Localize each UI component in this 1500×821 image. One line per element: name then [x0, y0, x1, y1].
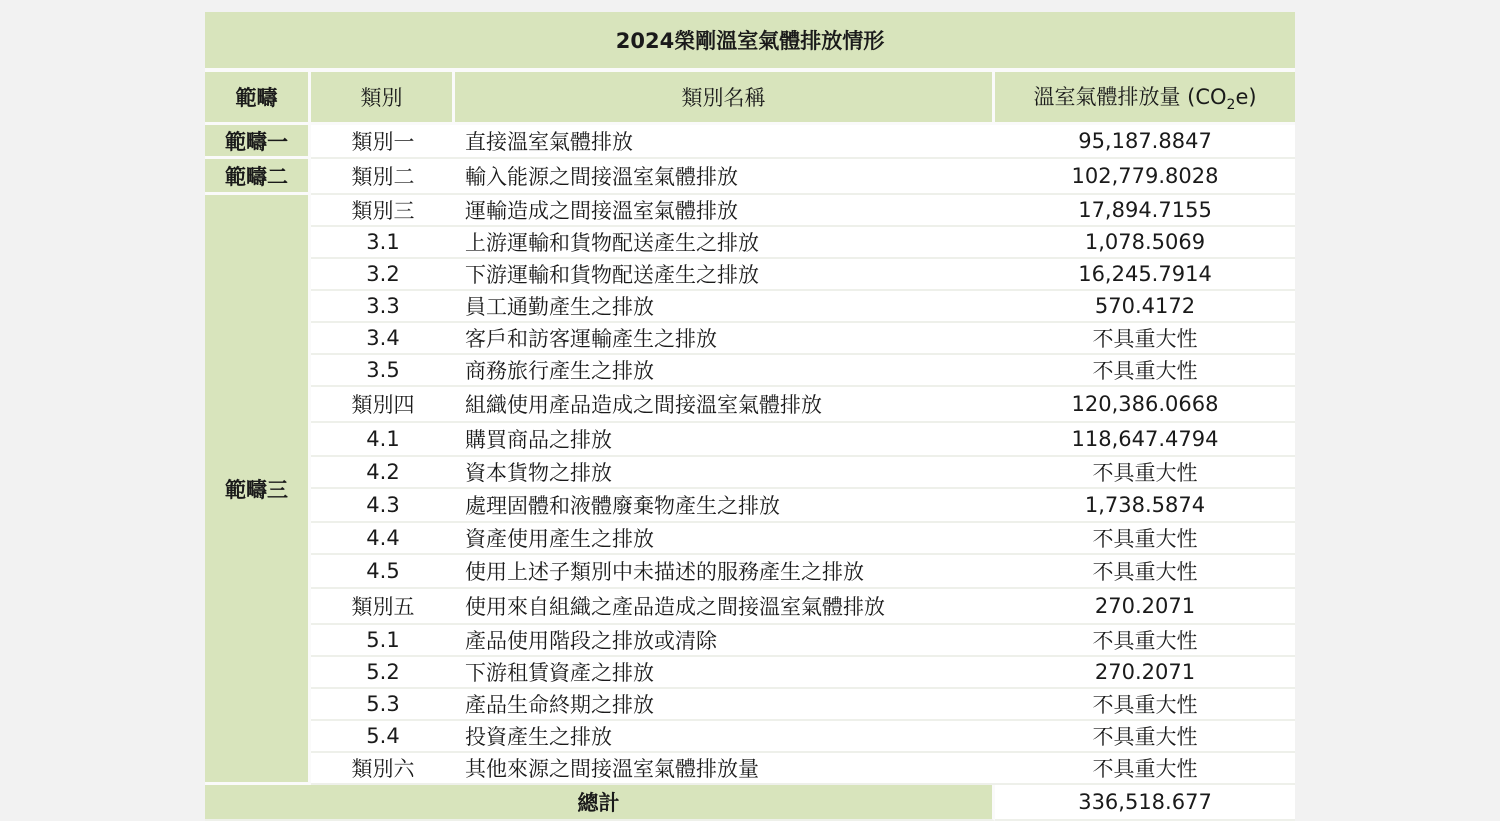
category-cell: 4.5 — [311, 555, 455, 589]
table-row — [205, 657, 1295, 689]
header-row — [205, 72, 1295, 125]
category-cell: 3.5 — [311, 355, 455, 387]
emission-value-cell: 不具重大性 — [995, 355, 1295, 387]
emission-value-cell: 270.2071 — [995, 589, 1295, 625]
category-cell: 5.4 — [311, 721, 455, 753]
emission-value-cell: 不具重大性 — [995, 457, 1295, 489]
header-category: 類別 — [311, 72, 455, 125]
category-cell: 類別三 — [311, 195, 455, 227]
table-row — [205, 355, 1295, 387]
table-row — [205, 195, 1295, 227]
category-name-cell: 輸入能源之間接溫室氣體排放 — [455, 159, 995, 195]
emission-value-cell: 17,894.7155 — [995, 195, 1295, 227]
category-name-cell: 產品生命終期之排放 — [455, 689, 995, 721]
scope-cell-s3: 範疇三 — [205, 195, 311, 785]
category-name-cell: 組織使用產品造成之間接溫室氣體排放 — [455, 387, 995, 423]
category-name-cell: 購買商品之排放 — [455, 423, 995, 457]
category-name-cell: 產品使用階段之排放或清除 — [455, 625, 995, 657]
emission-value-cell: 不具重大性 — [995, 555, 1295, 589]
emission-value-cell: 102,779.8028 — [995, 159, 1295, 195]
table-row — [205, 589, 1295, 625]
emission-value-cell: 1,078.5069 — [995, 227, 1295, 259]
table-row — [205, 291, 1295, 323]
header-emission-prefix: 溫室氣體排放量 (CO — [1033, 84, 1227, 109]
scope-cell-s2: 範疇二 — [205, 159, 311, 195]
table-row — [205, 523, 1295, 555]
category-name-cell: 資產使用產生之排放 — [455, 523, 995, 555]
emission-value-cell: 不具重大性 — [995, 689, 1295, 721]
category-cell: 類別一 — [311, 125, 455, 159]
category-cell: 4.4 — [311, 523, 455, 555]
category-cell: 3.4 — [311, 323, 455, 355]
header-emission-sub: 2 — [1226, 97, 1236, 114]
category-cell: 5.3 — [311, 689, 455, 721]
category-cell: 5.1 — [311, 625, 455, 657]
table-row — [205, 323, 1295, 355]
category-name-cell: 使用來自組織之產品造成之間接溫室氣體排放 — [455, 589, 995, 625]
emission-value-cell: 270.2071 — [995, 657, 1295, 689]
category-name-cell: 上游運輸和貨物配送產生之排放 — [455, 227, 995, 259]
category-name-cell: 使用上述子類別中未描述的服務產生之排放 — [455, 555, 995, 589]
category-name-cell: 商務旅行產生之排放 — [455, 355, 995, 387]
table-row — [205, 259, 1295, 291]
emission-value-cell: 570.4172 — [995, 291, 1295, 323]
table-row — [205, 423, 1295, 457]
emission-value-cell: 118,647.4794 — [995, 423, 1295, 457]
emission-value-cell: 不具重大性 — [995, 323, 1295, 355]
emission-value-cell: 不具重大性 — [995, 721, 1295, 753]
table-row — [205, 489, 1295, 523]
category-cell: 類別五 — [311, 589, 455, 625]
header-emission-suffix: e) — [1235, 84, 1257, 109]
title-row — [205, 12, 1295, 72]
emission-value-cell: 16,245.7914 — [995, 259, 1295, 291]
table-row — [205, 625, 1295, 657]
category-name-cell: 員工通勤產生之排放 — [455, 291, 995, 323]
category-cell: 3.1 — [311, 227, 455, 259]
total-label: 總計 — [205, 785, 995, 821]
emission-value-cell: 120,386.0668 — [995, 387, 1295, 423]
emission-value-cell: 不具重大性 — [995, 625, 1295, 657]
table-row — [205, 159, 1295, 195]
emission-value-cell: 95,187.8847 — [995, 125, 1295, 159]
category-name-cell: 其他來源之間接溫室氣體排放量 — [455, 753, 995, 785]
category-name-cell: 資本貨物之排放 — [455, 457, 995, 489]
table-row — [205, 125, 1295, 159]
table-row — [205, 457, 1295, 489]
category-cell: 4.2 — [311, 457, 455, 489]
emission-value-cell: 不具重大性 — [995, 753, 1295, 785]
header-emission — [995, 72, 1295, 125]
table-row — [205, 227, 1295, 259]
emissions-table-container — [205, 12, 1295, 821]
category-cell: 類別四 — [311, 387, 455, 423]
category-cell: 類別六 — [311, 753, 455, 785]
category-cell: 4.3 — [311, 489, 455, 523]
header-scope: 範疇 — [205, 72, 311, 125]
total-row — [205, 785, 1295, 821]
category-cell: 3.3 — [311, 291, 455, 323]
table-row — [205, 753, 1295, 785]
table-row — [205, 555, 1295, 589]
category-cell: 5.2 — [311, 657, 455, 689]
table-row — [205, 721, 1295, 753]
category-name-cell: 投資產生之排放 — [455, 721, 995, 753]
category-name-cell: 下游租賃資產之排放 — [455, 657, 995, 689]
category-name-cell: 直接溫室氣體排放 — [455, 125, 995, 159]
category-cell: 3.2 — [311, 259, 455, 291]
emission-value-cell: 1,738.5874 — [995, 489, 1295, 523]
category-name-cell: 下游運輸和貨物配送產生之排放 — [455, 259, 995, 291]
emissions-table — [205, 12, 1295, 821]
scope-cell-s1: 範疇一 — [205, 125, 311, 159]
category-name-cell: 客戶和訪客運輸產生之排放 — [455, 323, 995, 355]
emission-value-cell: 不具重大性 — [995, 523, 1295, 555]
category-cell: 類別二 — [311, 159, 455, 195]
category-name-cell: 處理固體和液體廢棄物產生之排放 — [455, 489, 995, 523]
table-row — [205, 689, 1295, 721]
table-row — [205, 387, 1295, 423]
header-category-name: 類別名稱 — [455, 72, 995, 125]
category-cell: 4.1 — [311, 423, 455, 457]
category-name-cell: 運輸造成之間接溫室氣體排放 — [455, 195, 995, 227]
table-title: 2024榮剛溫室氣體排放情形 — [205, 12, 1295, 72]
total-value: 336,518.677 — [995, 785, 1295, 821]
